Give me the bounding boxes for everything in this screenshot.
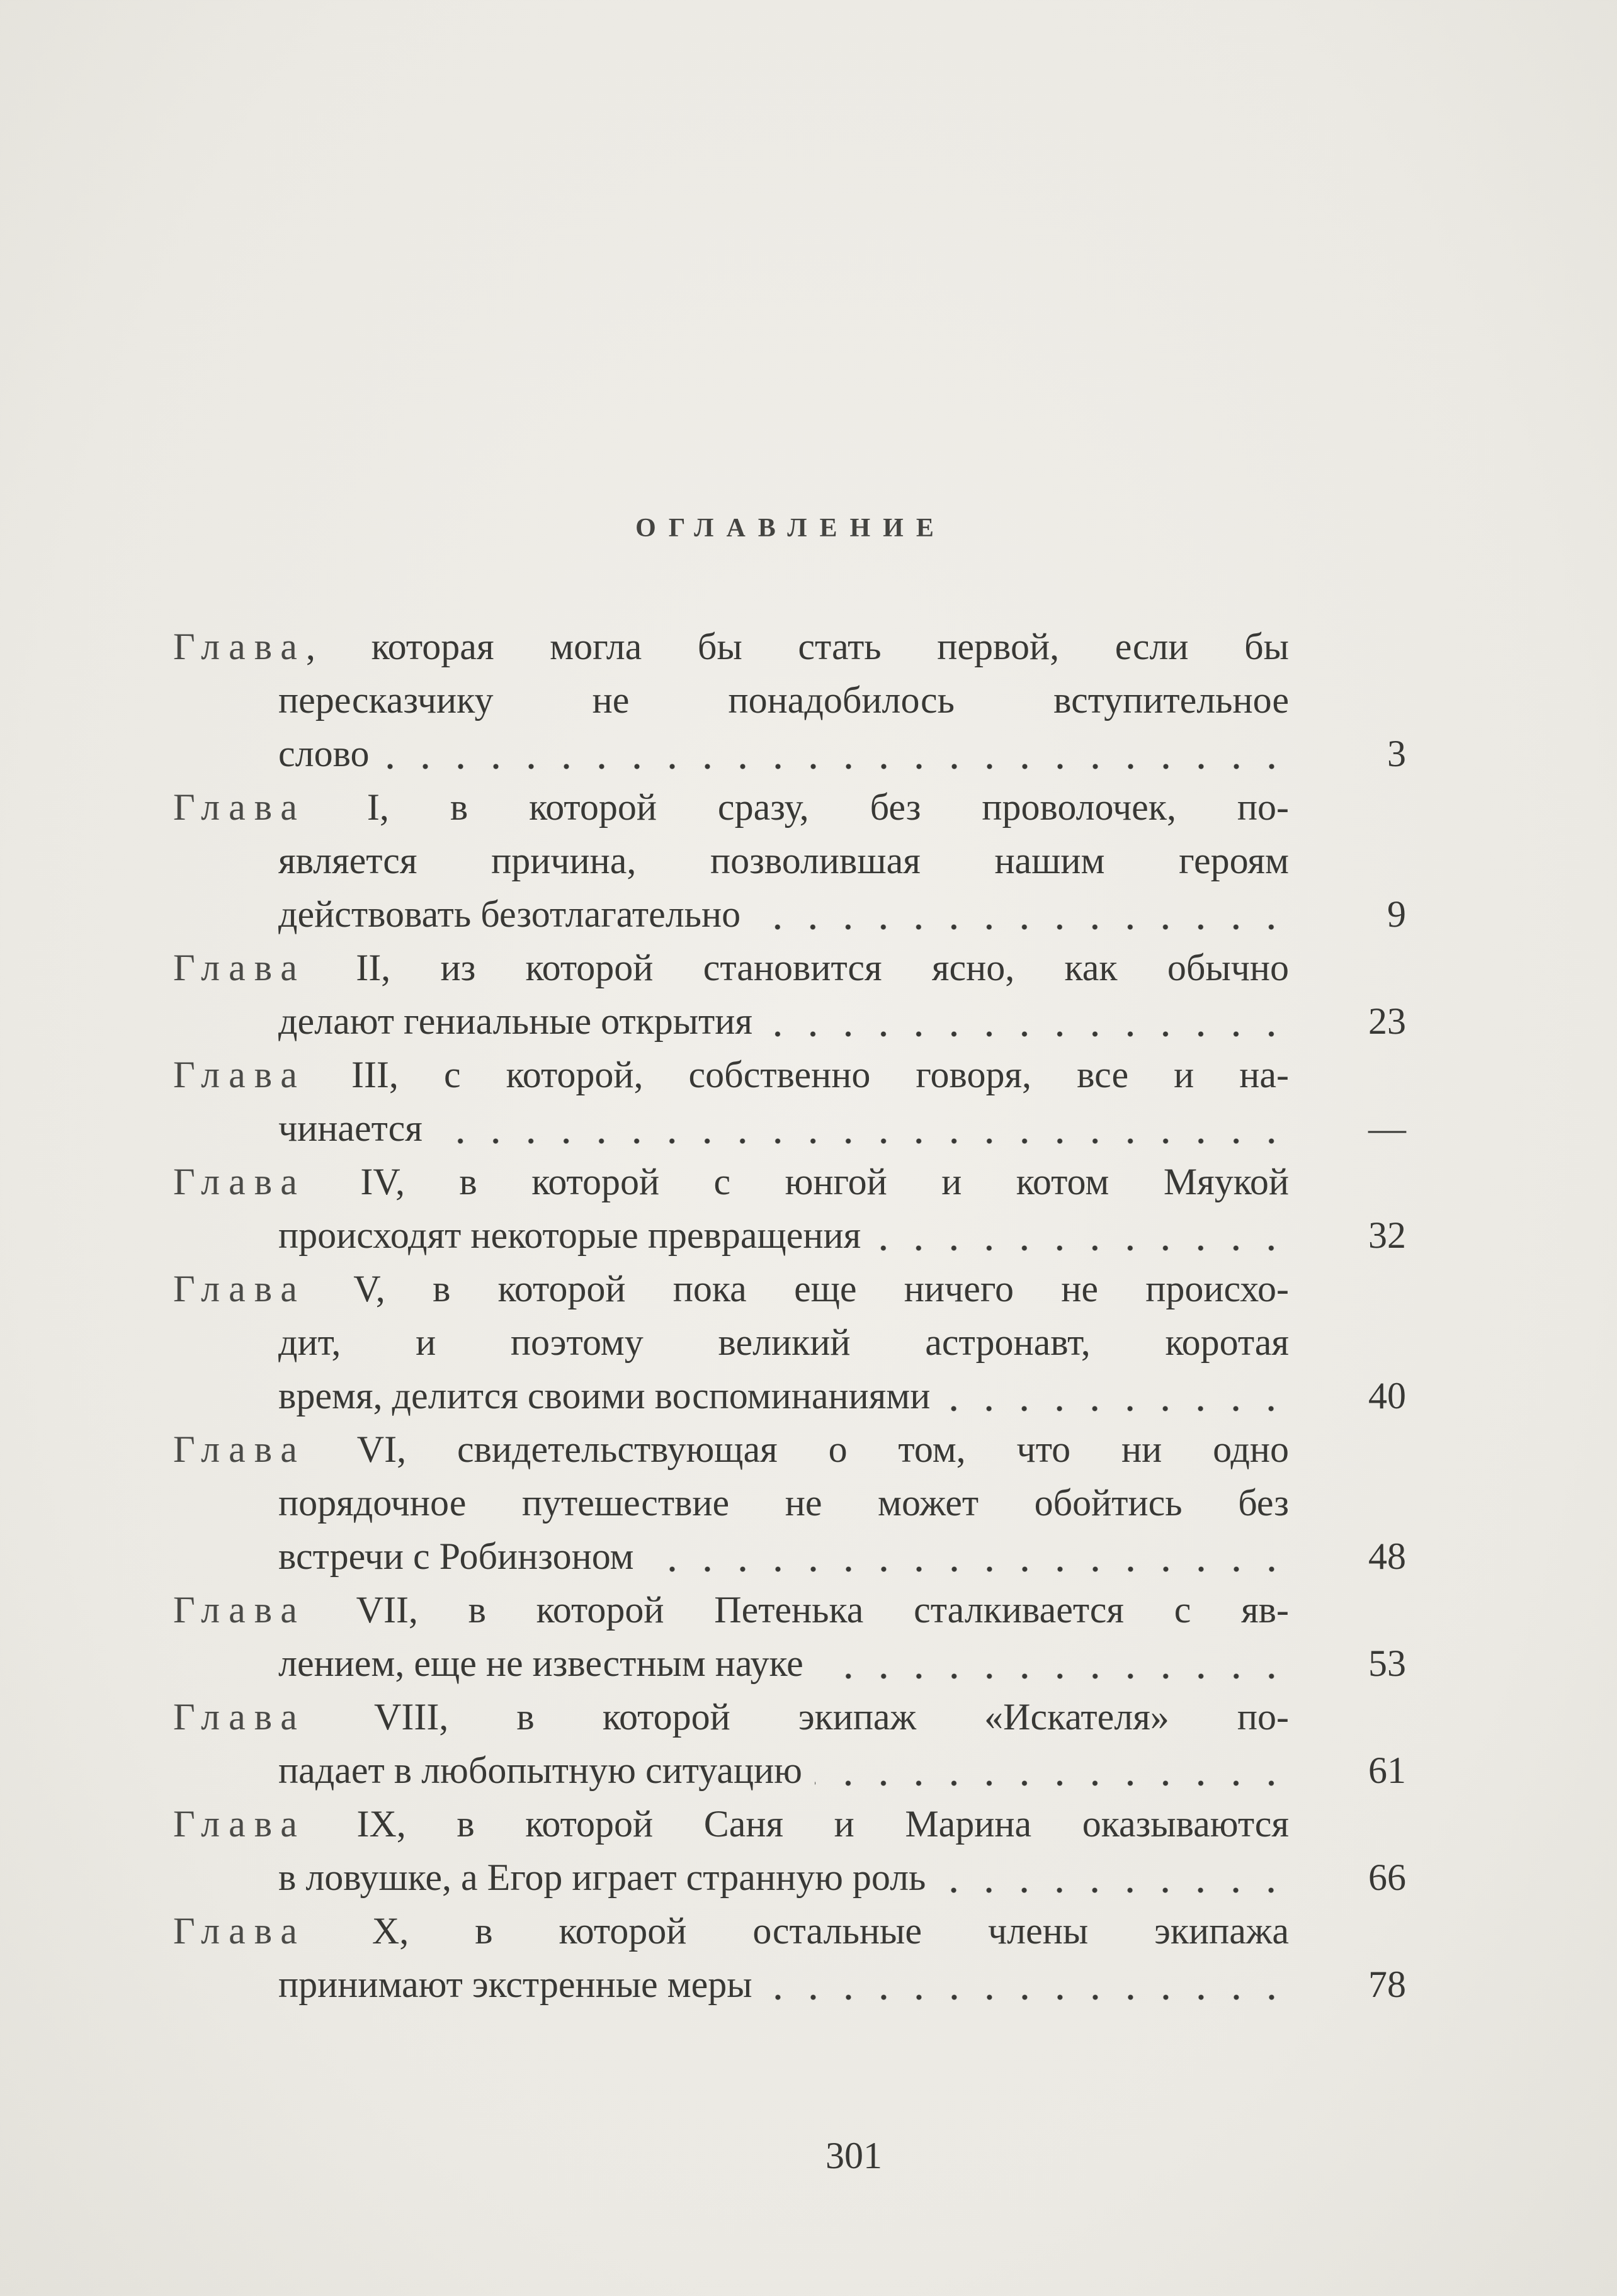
toc-line-text [173, 1262, 1289, 1316]
chapter-title-start: II, из которой становится ясно, как обычно [305, 947, 1289, 988]
leader-dots [873, 1209, 1289, 1262]
toc-line [173, 1958, 1406, 2011]
chapter-title-line: действовать безотлагательно [278, 893, 741, 935]
toc-entry[interactable] [173, 1690, 1406, 1797]
chapter-word: Глава [173, 1268, 306, 1309]
toc-entry[interactable] [173, 1262, 1406, 1423]
toc-line [173, 1744, 1406, 1797]
toc-line-text [173, 1423, 1289, 1476]
chapter-title-start: V, в которой пока еще ничего не происхо- [305, 1268, 1289, 1309]
leader-dots [765, 1958, 1289, 2011]
chapter-page-number: — [1368, 1107, 1406, 1149]
chapter-title-start: I, в которой сразу, без проволочек, по- [305, 786, 1289, 828]
chapter-page-number: 48 [1368, 1535, 1406, 1577]
toc-line-text [173, 1583, 1289, 1637]
toc-line [173, 1690, 1406, 1744]
toc-line [173, 1476, 1406, 1530]
chapter-title-start: VII, в которой Петенька сталкивается с яв- [305, 1589, 1289, 1631]
page-number: 301 [826, 2135, 882, 2176]
chapter-page-number: 23 [1368, 1000, 1406, 1042]
toc-entry[interactable] [173, 1048, 1406, 1155]
toc-line [173, 1904, 1406, 1958]
chapter-title-line: происходят некоторые превращения [278, 1214, 861, 1256]
toc-line [173, 1102, 1406, 1155]
chapter-title-line: в ловушке, а Егор играет странную роль [278, 1857, 926, 1898]
leader-dots [382, 727, 1290, 781]
toc-line-text [173, 1316, 1289, 1369]
toc-line [173, 1262, 1406, 1316]
toc-line [173, 674, 1406, 727]
chapter-title-line: пересказчику не понадобилось вступительное [278, 679, 1289, 721]
toc-line [173, 1583, 1406, 1637]
toc-line-text [173, 888, 1289, 941]
toc-entry[interactable] [173, 1423, 1406, 1583]
toc-line-text [173, 1744, 1289, 1797]
toc-line [173, 1530, 1406, 1583]
toc-line-text [173, 1048, 1289, 1102]
leader-dots [943, 1369, 1289, 1423]
toc-line [173, 1316, 1406, 1369]
chapter-word: Глава [173, 1589, 306, 1631]
toc-entry[interactable] [173, 1797, 1406, 1904]
toc-line [173, 1423, 1406, 1476]
chapter-page-number: 66 [1368, 1857, 1406, 1898]
toc-line-text [173, 834, 1289, 888]
chapter-page-number: 32 [1368, 1214, 1406, 1256]
chapter-title-line: падает в любопытную ситуацию [278, 1750, 803, 1791]
toc-entry[interactable] [173, 781, 1406, 941]
toc-line [173, 1637, 1406, 1690]
chapter-title-line: чинается [278, 1107, 423, 1149]
toc-line [173, 888, 1406, 941]
chapter-page-number: 40 [1368, 1375, 1406, 1417]
chapter-title-start: IV, в которой с юнгой и котом Мяукой [305, 1161, 1289, 1202]
toc-line-text [173, 781, 1289, 834]
leader-dots [815, 1744, 1289, 1797]
toc-line-text [173, 1637, 1289, 1690]
toc-line-text [173, 674, 1289, 727]
toc-line [173, 834, 1406, 888]
toc-line-text [173, 727, 1289, 781]
toc-line [173, 1209, 1406, 1262]
chapter-title-start: , которая могла бы стать первой, если бы [305, 626, 1289, 667]
toc-line-text [173, 995, 1289, 1048]
toc-line [173, 941, 1406, 995]
toc-line-text [173, 1102, 1289, 1155]
chapter-title-line: принимают экстренные меры [278, 1964, 752, 2005]
leader-dots [938, 1851, 1289, 1904]
chapter-title-line: порядочное путешествие не может обойтись без [278, 1482, 1289, 1524]
toc-line [173, 995, 1406, 1048]
toc-line-text [173, 620, 1289, 674]
chapter-title-line: встречи с Робинзоном [278, 1535, 634, 1577]
toc-line-text [173, 1530, 1289, 1583]
chapter-word: Глава [173, 1161, 306, 1202]
chapter-word: Глава [173, 1910, 306, 1952]
toc-line [173, 620, 1406, 674]
chapter-page-number: 61 [1368, 1750, 1406, 1791]
toc-line [173, 781, 1406, 834]
chapter-word: Глава [173, 1696, 306, 1738]
toc-entry[interactable] [173, 620, 1406, 781]
toc-line [173, 1048, 1406, 1102]
toc-line-text [173, 1476, 1289, 1530]
toc-entry[interactable] [173, 1583, 1406, 1690]
chapter-word: Глава [173, 1428, 306, 1470]
toc-line [173, 727, 1406, 781]
toc-line-text [173, 1797, 1289, 1851]
toc-line-text [173, 1155, 1289, 1209]
chapter-title-start: X, в которой остальные члены экипажа [305, 1910, 1289, 1952]
leader-dots [647, 1530, 1289, 1583]
chapter-title-start: VI, свидетельствующая о том, что ни одно [305, 1428, 1289, 1470]
toc-title: ОГЛАВЛЕНИЕ [635, 514, 946, 543]
chapter-title-start: VIII, в которой экипаж «Искателя» по- [305, 1696, 1289, 1738]
toc-line-text [173, 1958, 1289, 2011]
toc-line-text [173, 1851, 1289, 1904]
toc-entry[interactable] [173, 941, 1406, 1048]
chapter-title-line: является причина, позволившая нашим героям [278, 840, 1289, 881]
chapter-word: Глава [173, 1803, 306, 1845]
chapter-page-number: 78 [1368, 1964, 1406, 2005]
toc-line [173, 1851, 1406, 1904]
toc-line [173, 1155, 1406, 1209]
chapter-page-number: 53 [1368, 1643, 1406, 1684]
chapter-title-start: IX, в которой Саня и Марина оказываются [305, 1803, 1289, 1845]
chapter-page-number: 3 [1387, 733, 1406, 774]
chapter-title-line: лением, еще не известным науке [278, 1643, 803, 1684]
chapter-word: Глава [173, 1054, 306, 1095]
chapter-word: Глава [173, 786, 306, 828]
toc-entry[interactable] [173, 1904, 1406, 2011]
table-of-contents [173, 620, 1406, 2011]
toc-line-text [173, 1690, 1289, 1744]
chapter-page-number: 9 [1387, 893, 1406, 935]
chapter-title-line: слово [278, 733, 370, 774]
toc-line-text [173, 1209, 1289, 1262]
chapter-title-line: делают гениальные открытия [278, 1000, 752, 1042]
leader-dots [753, 888, 1289, 941]
toc-line-text [173, 941, 1289, 995]
leader-dots [435, 1102, 1289, 1155]
chapter-title-line: дит, и поэтому великий астронавт, коротая [278, 1321, 1289, 1363]
chapter-title-start: III, с которой, собственно говоря, все и на- [305, 1054, 1289, 1095]
chapter-word: Глава [173, 626, 306, 667]
toc-line [173, 1797, 1406, 1851]
leader-dots [765, 995, 1289, 1048]
toc-line-text [173, 1904, 1289, 1958]
toc-entry[interactable] [173, 1155, 1406, 1262]
toc-line [173, 1369, 1406, 1423]
chapter-title-line: время, делится своими воспоминаниями [278, 1375, 931, 1417]
chapter-word: Глава [173, 947, 306, 988]
toc-line-text [173, 1369, 1289, 1423]
leader-dots [816, 1637, 1289, 1690]
